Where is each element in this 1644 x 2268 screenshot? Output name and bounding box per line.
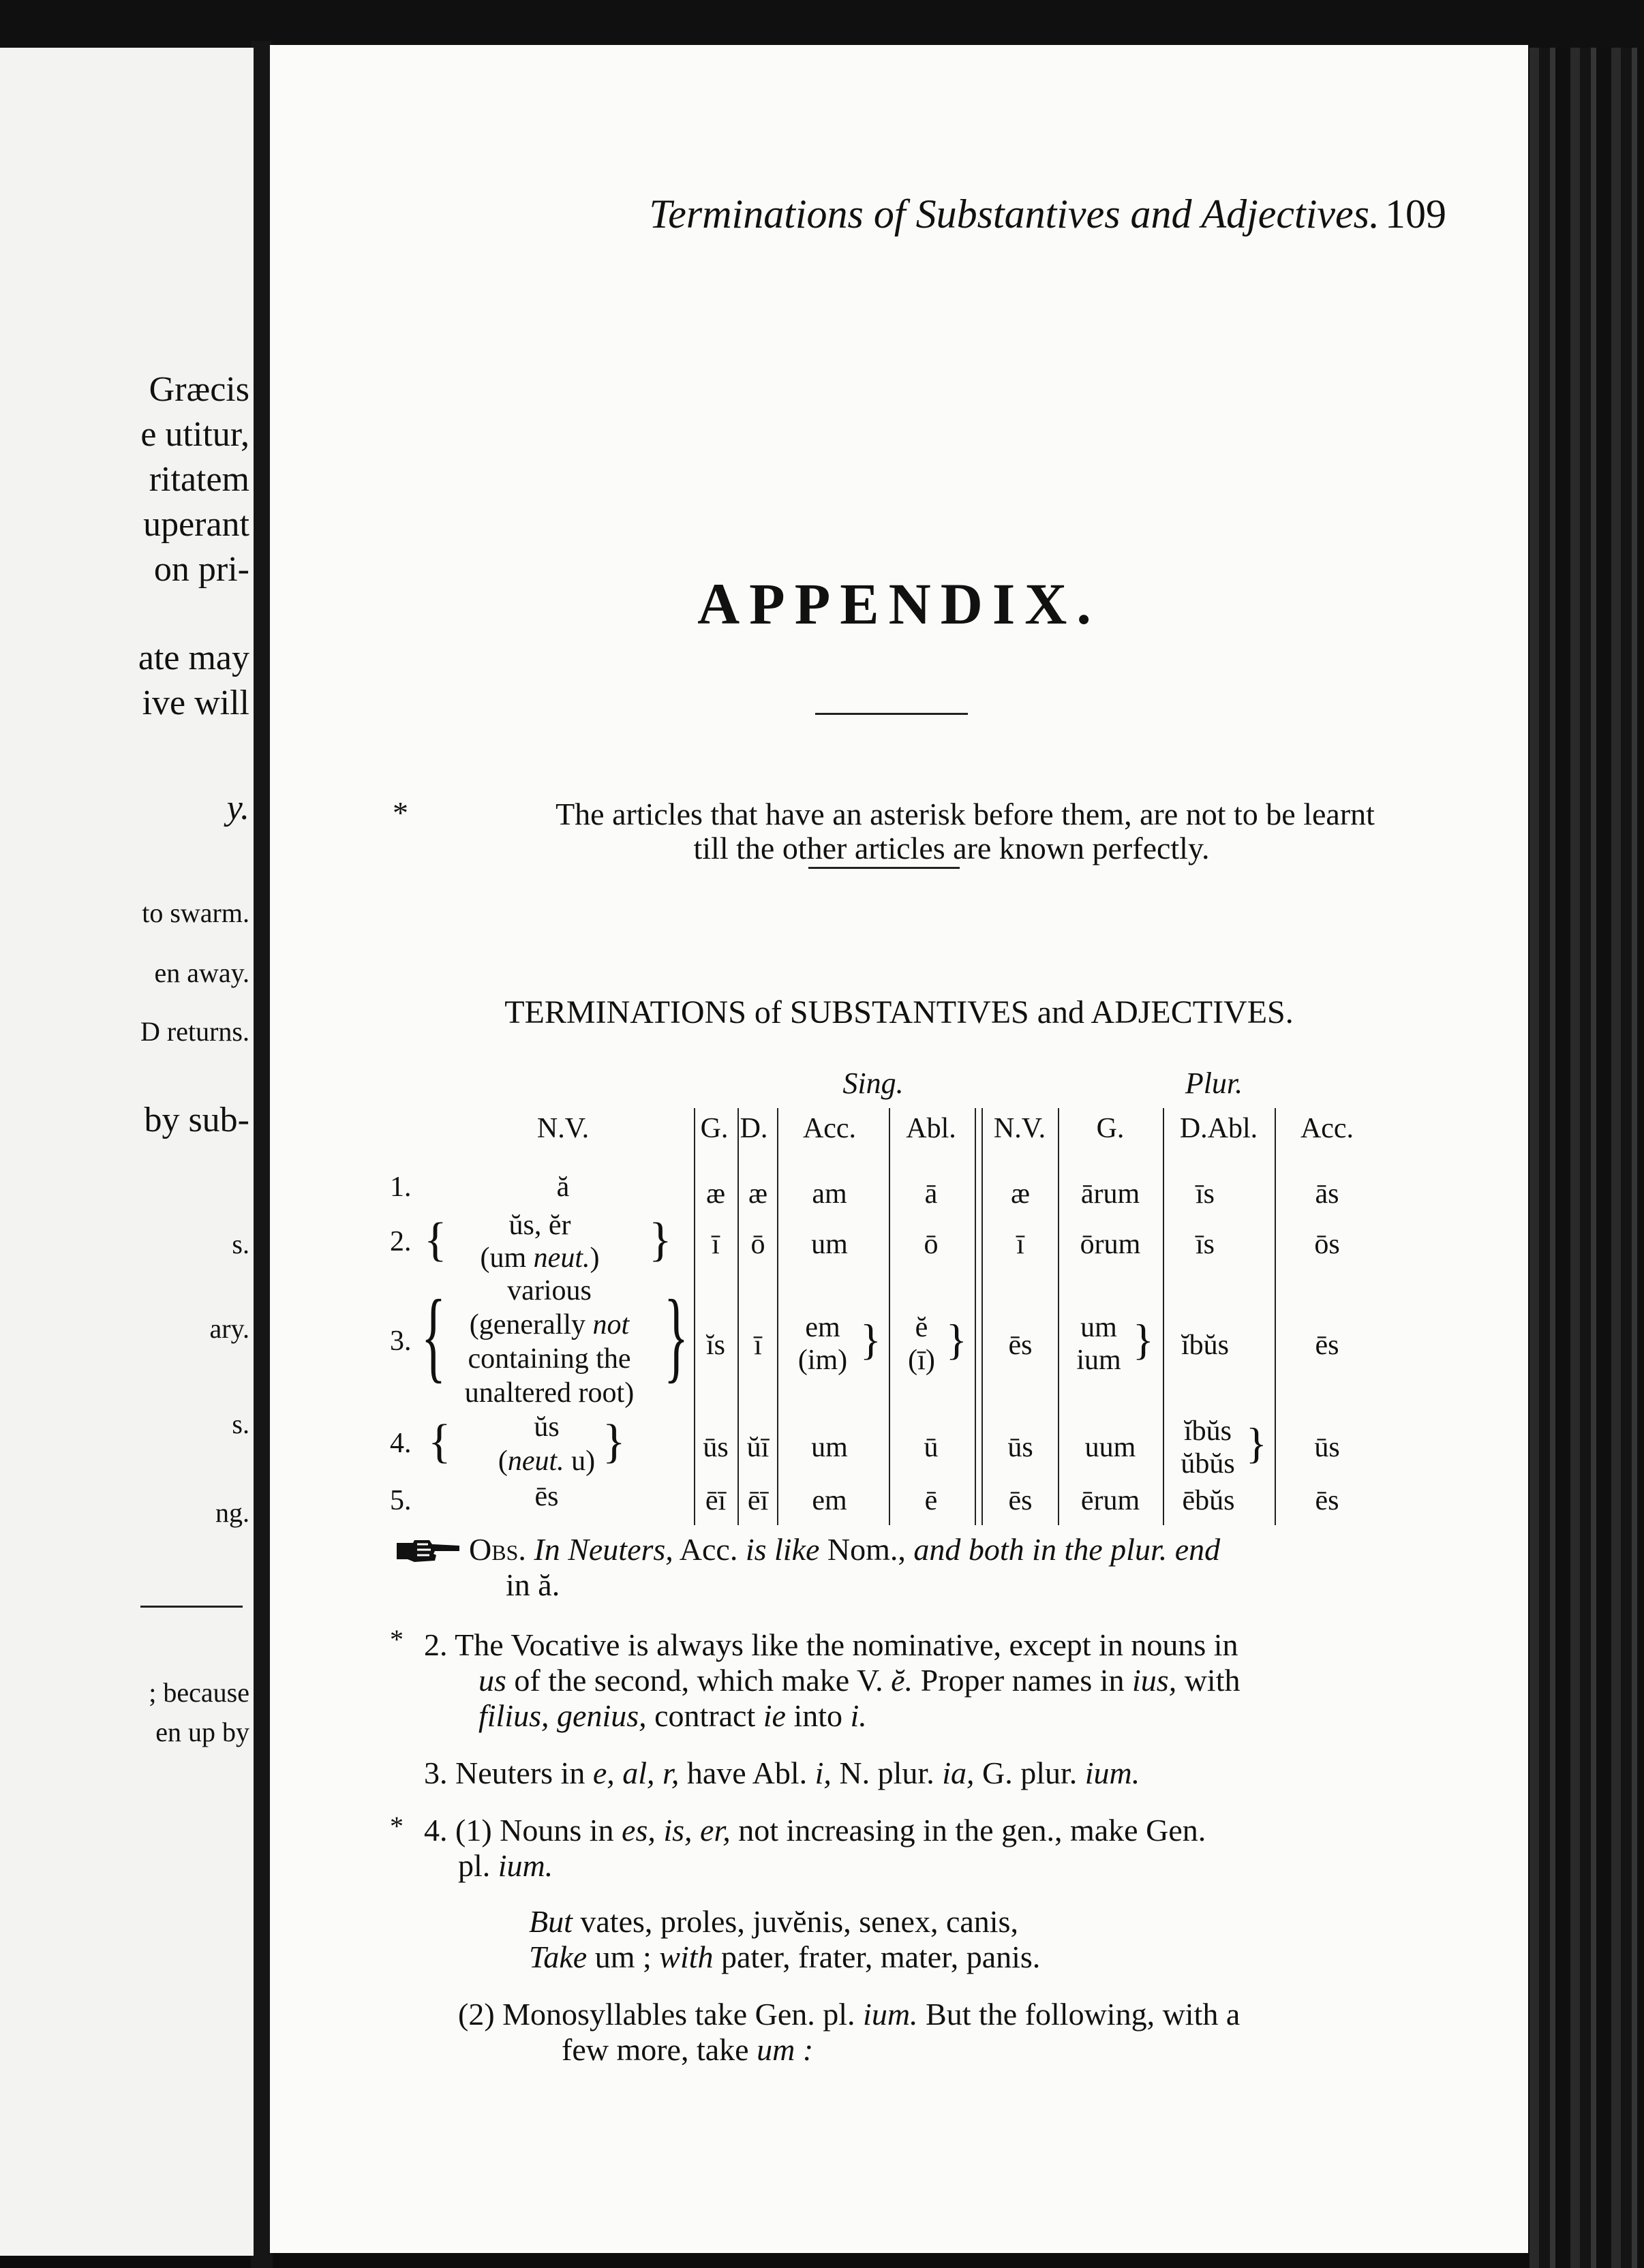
cell-acc: (im) xyxy=(797,1345,848,1376)
cell-plur-g: ium xyxy=(1076,1345,1121,1376)
book-page xyxy=(270,45,1528,2253)
page-number: 109 xyxy=(1385,191,1446,236)
row-number: 3. xyxy=(390,1325,412,1357)
rule-text: The Vocative is always like the nominative, except in nouns in xyxy=(455,1627,1238,1662)
cell-plur-nv: ēs xyxy=(1008,1330,1033,1361)
left-page-line: ritatem xyxy=(149,460,249,499)
cell-abl: ĕ xyxy=(915,1312,928,1343)
rule-text: (2) Monosyllables take Gen. pl. xyxy=(458,1997,855,2032)
col-header-nv: N.V. xyxy=(536,1113,590,1144)
verse-text: um ; xyxy=(594,1940,652,1974)
rule-text: But the following, with a xyxy=(926,1997,1240,2032)
rule-2-line-2 xyxy=(478,1663,1240,1698)
cell-d: ō xyxy=(750,1229,765,1260)
left-page-line: by sub- xyxy=(144,1101,249,1139)
left-page-line: to swarm. xyxy=(142,898,249,928)
cell-plur-dabl: īs xyxy=(1195,1229,1215,1260)
rule-3-line xyxy=(424,1756,1140,1791)
rule-text: Proper names in xyxy=(920,1663,1125,1698)
cell-d: ŭī xyxy=(746,1432,770,1463)
rule-text: i, xyxy=(815,1756,832,1790)
cell-nv: various xyxy=(507,1275,592,1306)
cell-plur-g: um xyxy=(1080,1312,1117,1343)
left-page-line: on pri- xyxy=(153,550,249,589)
running-title: Terminations of Substantives and Adjectives. xyxy=(649,191,1380,236)
cell-acc: em xyxy=(805,1312,840,1343)
left-page-line: e utitur, xyxy=(140,415,249,454)
left-page-line: Græcis xyxy=(149,370,249,409)
left-page-line: s. xyxy=(232,1229,249,1259)
col-header-g: G. xyxy=(700,1113,729,1144)
obs-line xyxy=(469,1532,1220,1567)
rule-number: 3. xyxy=(424,1756,448,1790)
column-rule xyxy=(1163,1108,1164,1525)
cell-g: æ xyxy=(705,1178,725,1210)
table-heading: TERMINATIONS of SUBSTANTIVES and ADJECTIVES. xyxy=(504,994,1294,1030)
appendix-title: APPENDIX. xyxy=(697,571,1101,637)
rule-text: few more, take xyxy=(562,2032,749,2067)
cell-plur-g: uum xyxy=(1084,1432,1136,1463)
left-page-line: uperant xyxy=(143,505,249,544)
left-page-line: y. xyxy=(226,788,249,827)
cell-abl: ū xyxy=(924,1432,939,1463)
column-rule xyxy=(975,1108,976,1525)
right-brace: } xyxy=(946,1315,967,1364)
rule-text: ia, xyxy=(942,1756,975,1790)
asterisk-marker: * xyxy=(393,795,408,830)
rule-text: contract xyxy=(654,1698,756,1733)
ornamental-rule xyxy=(815,713,968,715)
obs-line-2: in ă. xyxy=(506,1567,560,1602)
rule-text: e, al, r, xyxy=(592,1756,680,1790)
obs-text: In Neuters, xyxy=(534,1532,673,1567)
row-number: 5. xyxy=(390,1485,412,1516)
rule-text: ius, xyxy=(1132,1663,1177,1698)
rule-4-2-line-1 xyxy=(458,1997,1240,2032)
cell-nv: ŭs, ĕr xyxy=(508,1210,571,1241)
rule-4-2-line-2 xyxy=(562,2032,813,2068)
cell-plur-dabl: īs xyxy=(1195,1178,1215,1210)
cell-plur-acc: ēs xyxy=(1315,1485,1339,1516)
left-page-rule xyxy=(140,1606,243,1608)
rule-number: 2. xyxy=(424,1627,448,1662)
col-header-plur-nv: N.V. xyxy=(993,1113,1046,1144)
rule-text: with xyxy=(1184,1663,1240,1698)
rule-text: into xyxy=(793,1698,843,1733)
rule-text: ium. xyxy=(498,1848,553,1883)
right-brace: } xyxy=(603,1415,626,1468)
cell-plur-dabl: ĭbŭs xyxy=(1183,1415,1232,1447)
cell-abl: (ī) xyxy=(908,1345,935,1376)
rule-number: 4. xyxy=(424,1813,448,1848)
rule-text: (1) Nouns in xyxy=(455,1813,614,1848)
cell-d: æ xyxy=(748,1178,767,1210)
cell-d: ēī xyxy=(747,1485,769,1516)
rule-text: ie xyxy=(763,1698,786,1733)
verse-text: But xyxy=(529,1904,573,1939)
left-page-line: ng. xyxy=(215,1497,249,1528)
asterisk-marker: * xyxy=(390,1811,404,1841)
right-brace: } xyxy=(664,1279,688,1392)
cell-d: ī xyxy=(754,1330,762,1361)
rule-2-line-1 xyxy=(424,1627,1238,1663)
verse-line-2 xyxy=(529,1940,1040,1975)
rule-text: G. plur. xyxy=(981,1756,1078,1790)
cell-nv-neut xyxy=(438,1242,642,1274)
rule-text: not increasing in the gen., make Gen. xyxy=(738,1813,1206,1848)
obs-text: Acc. xyxy=(679,1532,738,1567)
cell-acc: um xyxy=(811,1432,848,1463)
cell-nv: (generally not xyxy=(469,1309,630,1340)
cell-abl: ē xyxy=(924,1485,938,1516)
cell-plur-g: ērum xyxy=(1080,1485,1140,1516)
left-page-line: D returns. xyxy=(140,1016,249,1047)
note-line: The articles that have an asterisk before them, are not to be learnt xyxy=(555,797,1375,831)
verse-text: Take xyxy=(529,1940,588,1974)
cell-plur-acc: ūs xyxy=(1314,1432,1340,1463)
cell-acc: em xyxy=(812,1485,847,1516)
col-header-d: D. xyxy=(740,1113,768,1144)
cell-abl: ō xyxy=(924,1229,939,1260)
cell-nv: containing the xyxy=(468,1343,631,1375)
cell-plur-g: ōrum xyxy=(1080,1229,1141,1260)
right-brace: } xyxy=(1133,1315,1154,1364)
group-plur: Plur. xyxy=(1185,1067,1243,1100)
cell-plur-nv: æ xyxy=(1010,1178,1030,1210)
asterisk-marker: * xyxy=(390,1624,404,1655)
verse-text: with xyxy=(659,1940,714,1974)
cell-plur-acc: ās xyxy=(1315,1178,1339,1210)
row-number: 4. xyxy=(390,1428,412,1459)
obs-label: Obs. xyxy=(469,1532,526,1567)
cell-nv: ă xyxy=(556,1171,570,1203)
book-page-edges xyxy=(1529,48,1644,2268)
left-page-line: ; because xyxy=(149,1677,249,1708)
rule-text: have Abl. xyxy=(686,1756,808,1790)
left-page-line: ive will xyxy=(142,684,249,722)
row-number: 2. xyxy=(390,1226,412,1257)
left-page-line: en away. xyxy=(154,957,249,988)
cell-plur-acc: ēs xyxy=(1315,1330,1339,1361)
pointing-hand-icon xyxy=(394,1537,462,1565)
cell-plur-nv: ēs xyxy=(1008,1485,1033,1516)
cell-nv: ŭs xyxy=(534,1411,560,1443)
group-sing: Sing. xyxy=(842,1067,904,1100)
cell-nv: unaltered root) xyxy=(464,1377,635,1409)
rule-text: pl. xyxy=(458,1848,491,1883)
cell-acc: am xyxy=(812,1178,847,1210)
cell-g: ī xyxy=(712,1229,720,1260)
cell-plur-nv: ūs xyxy=(1007,1432,1033,1463)
left-page-line: ate may xyxy=(138,639,249,677)
left-page-line: ary. xyxy=(209,1313,249,1344)
col-header-acc: Acc. xyxy=(802,1113,857,1144)
left-page-line: s. xyxy=(232,1409,249,1439)
rule-4-line-2 xyxy=(458,1848,553,1884)
cell-nv-text: (um neut.) xyxy=(480,1242,600,1274)
col-header-plur-acc: Acc. xyxy=(1300,1113,1354,1144)
cell-abl: ā xyxy=(924,1178,938,1210)
obs-text: Nom., xyxy=(827,1532,906,1567)
rule-text: ium. xyxy=(1084,1756,1140,1790)
col-header-plur-dabl: D.Abl. xyxy=(1179,1113,1258,1144)
previous-page-fragment xyxy=(0,48,254,2256)
asterisk-note xyxy=(393,797,1510,865)
verse-line-1 xyxy=(529,1904,1018,1940)
cell-nv: (neut. u) xyxy=(498,1445,596,1477)
cell-nv: ēs xyxy=(534,1481,559,1512)
cell-acc: um xyxy=(811,1229,848,1260)
cell-plur-acc: ōs xyxy=(1314,1229,1340,1260)
right-brace: } xyxy=(649,1214,672,1266)
cell-plur-nv: ī xyxy=(1016,1229,1024,1260)
rule-text: um : xyxy=(757,2032,814,2067)
obs-text: and both in the plur. xyxy=(913,1532,1168,1567)
rule-text: us xyxy=(478,1663,506,1698)
cell-plur-dabl: ĭbŭs xyxy=(1181,1330,1229,1361)
verse-text: vates, proles, juvĕnis, senex, canis, xyxy=(580,1904,1018,1939)
rule-text: es, is, er, xyxy=(622,1813,731,1848)
verse-text: pater, frater, mater, panis. xyxy=(721,1940,1041,1974)
right-brace: } xyxy=(860,1315,881,1364)
obs-text: end xyxy=(1174,1532,1221,1567)
left-brace: { xyxy=(424,1214,447,1266)
rule-text: ĕ. xyxy=(891,1663,913,1698)
cell-g: ūs xyxy=(703,1432,729,1463)
left-brace: { xyxy=(428,1415,451,1468)
rule-text: filius, genius, xyxy=(478,1698,647,1733)
rule-text: Neuters in xyxy=(455,1756,585,1790)
cell-g: ĭs xyxy=(705,1330,725,1361)
rule-2-line-3 xyxy=(478,1698,867,1734)
rule-text: of the second, which make V. xyxy=(514,1663,883,1698)
left-page-line: en up by xyxy=(155,1717,249,1747)
rule-text: ium. xyxy=(863,1997,918,2032)
left-brace: { xyxy=(421,1279,446,1392)
cell-plur-dabl: ēbŭs xyxy=(1182,1485,1235,1516)
cell-plur-g: ārum xyxy=(1080,1178,1140,1210)
note-line: till the other articles are known perfectly. xyxy=(693,831,1210,865)
rule-4-line-1 xyxy=(424,1813,1206,1848)
right-brace: } xyxy=(1246,1419,1267,1467)
cell-g: ēī xyxy=(705,1485,727,1516)
cell-plur-dabl: ŭbŭs xyxy=(1181,1448,1235,1480)
col-header-plur-g: G. xyxy=(1096,1113,1125,1144)
rule-text: N. plur. xyxy=(839,1756,934,1790)
obs-text: is like xyxy=(745,1532,820,1567)
rule-text: i. xyxy=(850,1698,867,1733)
row-number: 1. xyxy=(390,1171,412,1203)
col-header-abl: Abl. xyxy=(906,1113,956,1144)
ornamental-rule xyxy=(808,867,960,869)
